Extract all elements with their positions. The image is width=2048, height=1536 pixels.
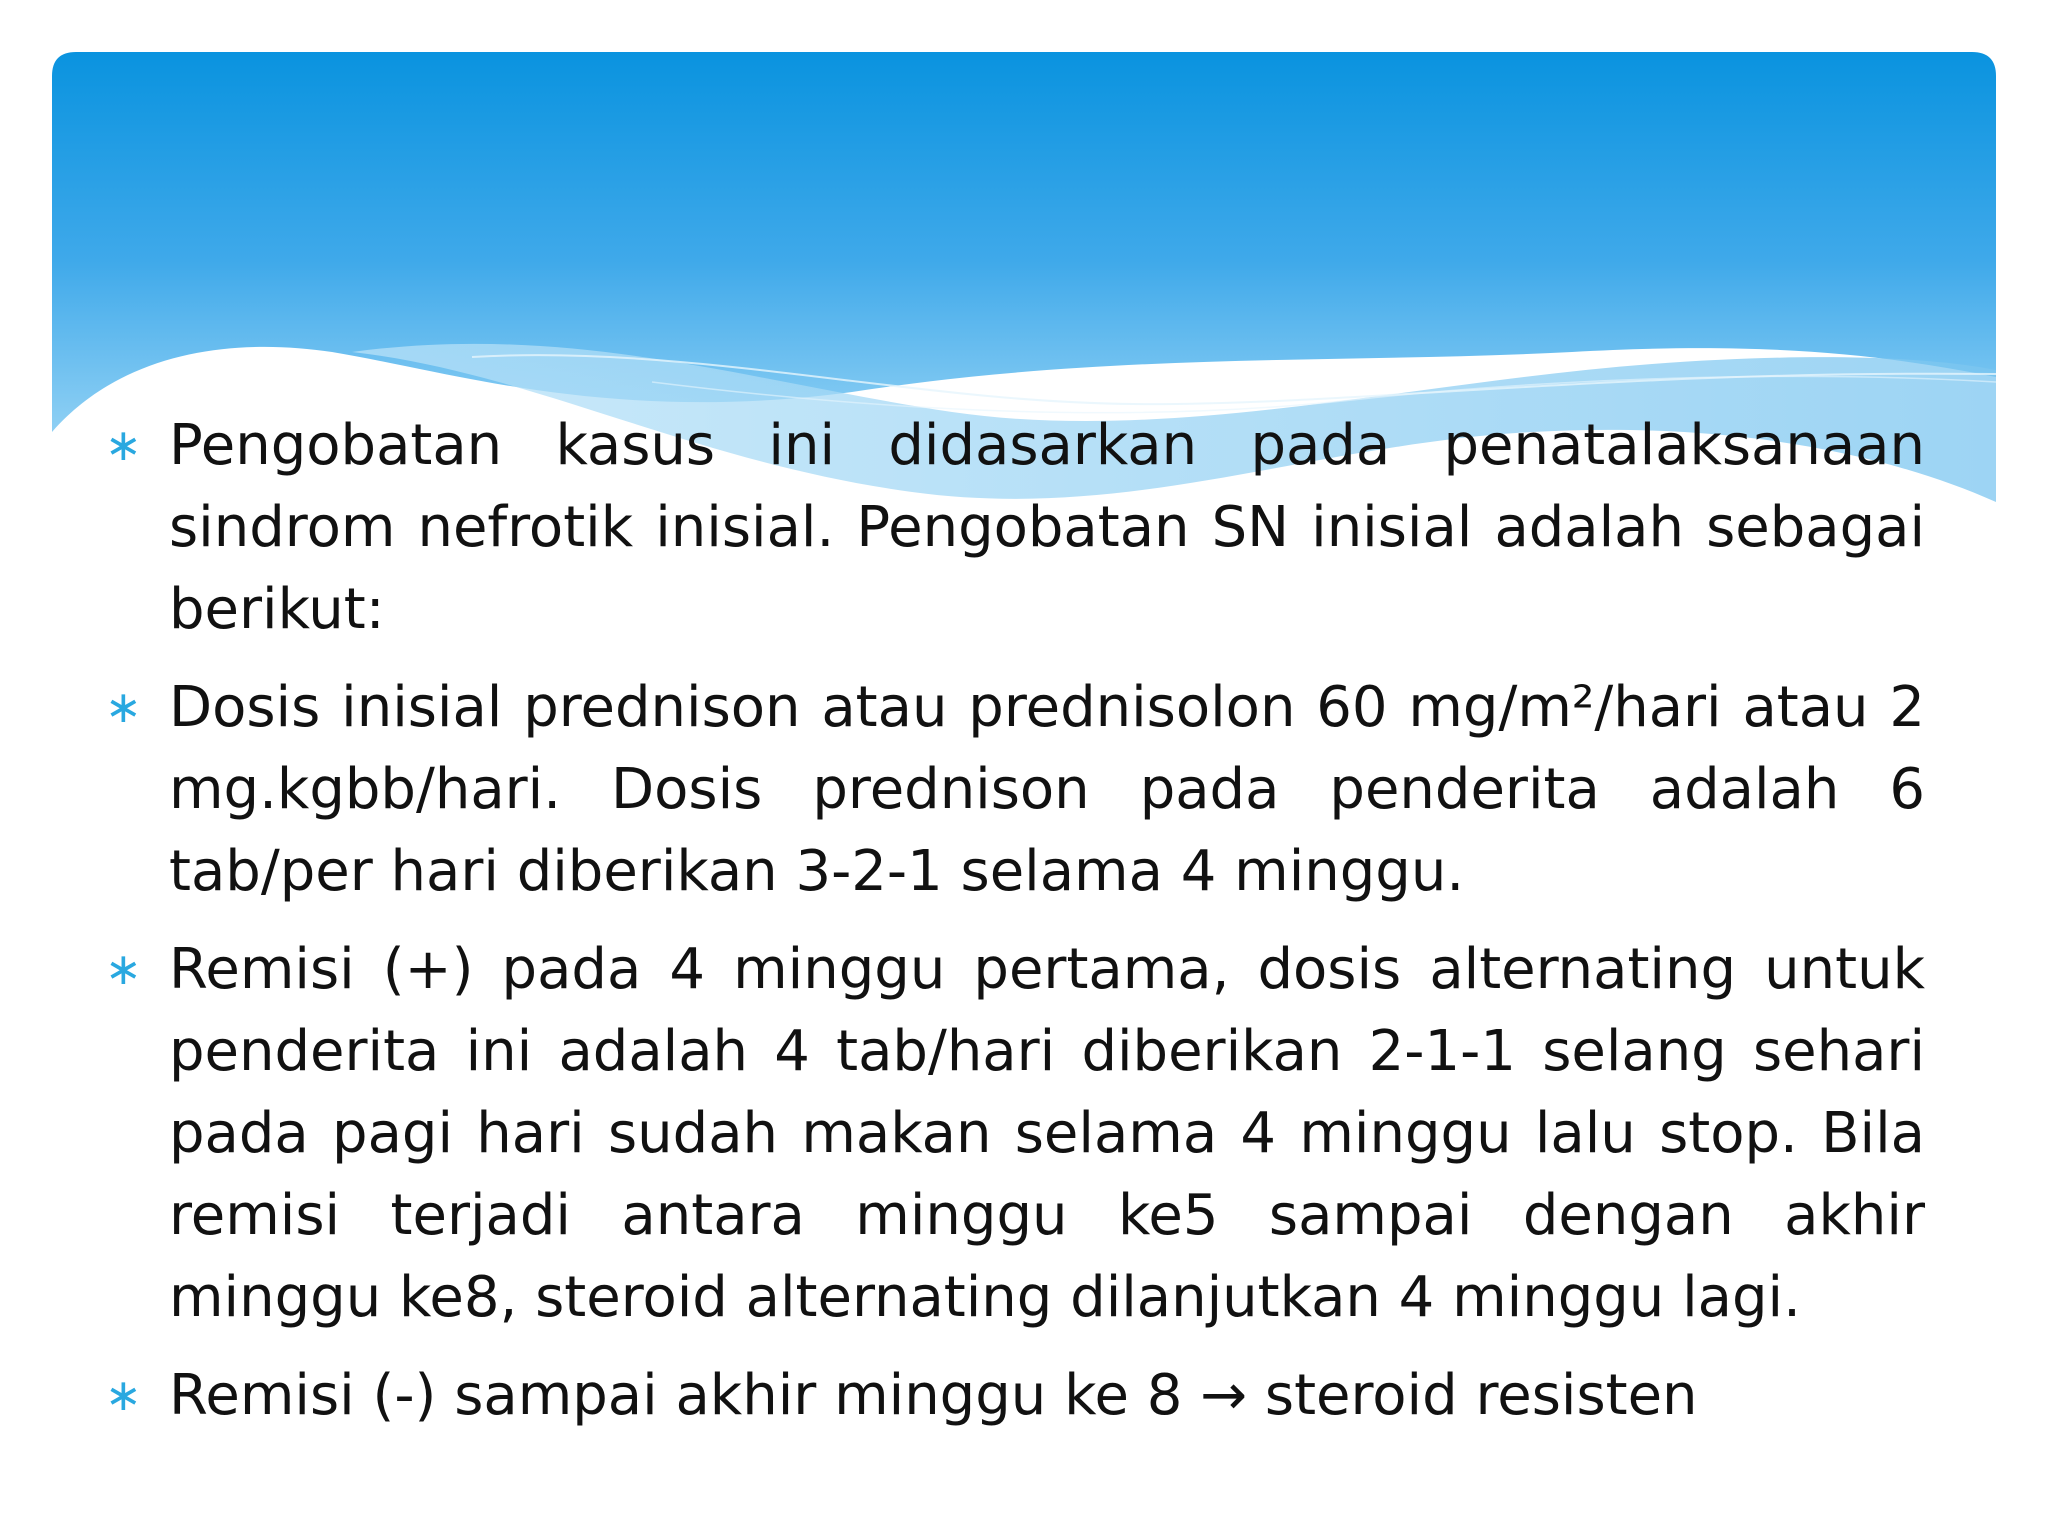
bullet-text: Pengobatan kasus ini didasarkan pada penatalaksanaan sindrom nefrotik inisial. Pengobatan SN inisial adalah sebagai berikut: [169,413,1925,642]
bullet-text: Dosis inisial prednison atau prednisolon 60 mg/m²/hari atau 2 mg.kgbb/hari. Dosis prednison pada penderita adalah 6 tab/per hari diberikan 3-2-1 selama 4 minggu. [169,675,1925,904]
bullet-item [105,1355,1925,1437]
bullet-text: Remisi (-) sampai akhir minggu ke 8 → steroid resisten [169,1363,1698,1428]
asterisk-bullet-icon: ∗ [105,1370,142,1421]
asterisk-bullet-icon: ∗ [105,682,142,733]
bullet-list [105,405,1925,1437]
asterisk-bullet-icon: ∗ [105,420,142,471]
asterisk-bullet-icon: ∗ [105,944,142,995]
bullet-item [105,667,1925,913]
bullet-item [105,405,1925,651]
bullet-item [105,929,1925,1339]
slide-content [105,405,1925,1453]
bullet-text: Remisi (+) pada 4 minggu pertama, dosis alternating untuk penderita ini adalah 4 tab/hari diberikan 2-1-1 selang sehari pada pagi hari sudah makan selama 4 minggu lalu stop. Bila remisi terjadi antara minggu ke5 sampai dengan akhir minggu ke8, steroid alternating dilanjutkan 4 minggu lagi. [169,937,1925,1330]
